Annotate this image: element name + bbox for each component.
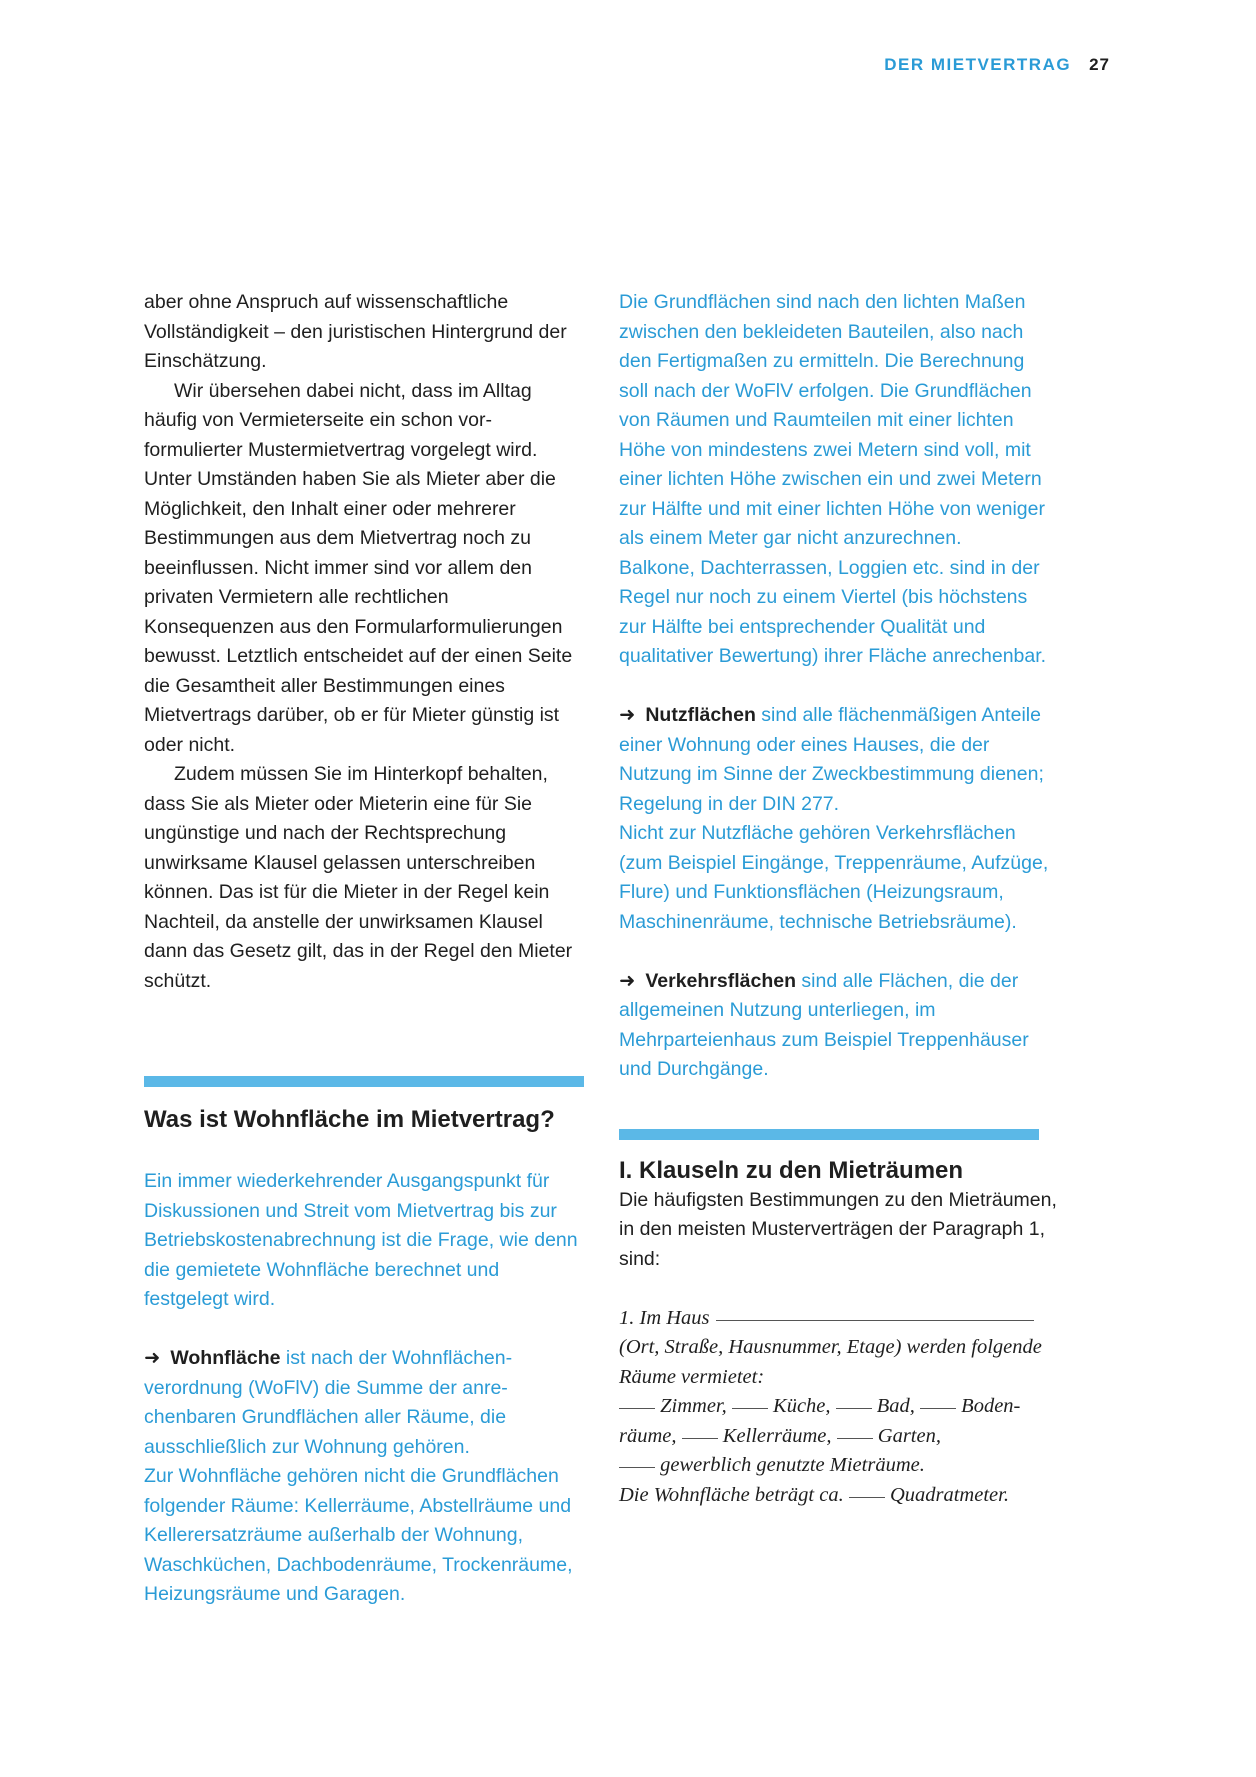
blank-line: [849, 1497, 885, 1498]
term-nutzflaechen: Nutzflächen: [645, 704, 756, 726]
blank-line: [732, 1408, 768, 1409]
section-divider-bar: [619, 1129, 1039, 1140]
running-head: [884, 55, 1110, 79]
arrow-icon: ➜: [619, 969, 636, 992]
balkone-paragraph: Balkone, Dachterrassen, Loggien etc. sind in der Regel nur noch zu einem Viertel (bis höchstens zur Hälfte bei entsprechender Qualität und qualitativer Bewertung) ihrer Fläche anrechenbar.: [619, 556, 1047, 667]
blank-line: [837, 1438, 873, 1439]
wohnflaeche-definition-text: ist nach der Wohnflächenverordnung (WoFlV) die Summe der anrechenbaren Grundflächen aller Räume, die ausschließlich zur Wohnung gehören.: [144, 1347, 513, 1458]
nutzflaechen-exclusions: Nicht zur Nutzfläche gehören Verkehrsflächen (zum Beispiel Eingänge, Treppenräume, Aufzüge, Flure) und Funktionsflächen (Heizungsraum, Maschinenräume, technische Betriebsräume).: [619, 822, 1049, 933]
arrow-icon: ➜: [144, 1347, 161, 1369]
term-verkehrsflaechen: Verkehrsflächen: [645, 969, 797, 992]
verkehrsflaechen-definition: [619, 967, 1059, 1085]
clause-kellerraeume: Kellerräume,: [722, 1424, 832, 1447]
clause-gewerblich: gewerblich genutzte Mieträume.: [660, 1454, 925, 1476]
sample-clause: [619, 1304, 1059, 1511]
verkehrsflaechen-definition-text: sind alle Flächen, die der allgemeinen Nutzung unterliegen, im Mehrparteienhaus zum Beispiel Treppenhäuser und Durchgänge.: [619, 969, 1029, 1080]
blank-line: [682, 1438, 718, 1439]
blank-line: [619, 1408, 655, 1409]
left-column: [144, 288, 584, 1610]
clause-address-line: (Ort, Straße, Hausnummer, Etage) werden folgende Räume vermietet:: [619, 1336, 1042, 1388]
clause-garten: Garten,: [877, 1424, 941, 1447]
klauseln-intro: Die häufigsten Bestimmungen zu den Mieträumen, in den meisten Musterverträgen der Paragraph 1, sind:: [619, 1188, 1057, 1270]
wohnflaeche-definition: [144, 1344, 584, 1462]
clause-zimmer: Zimmer,: [660, 1395, 727, 1417]
blank-line: [716, 1320, 1034, 1321]
nutzflaechen-definition: [619, 701, 1059, 819]
section-heading-klauseln: I. Klauseln zu den Mieträumen: [619, 1156, 964, 1184]
section-title: DER MIETVERTRAG: [884, 55, 1072, 74]
right-column: [619, 288, 1059, 1510]
blank-line: [619, 1467, 655, 1468]
clause-wohnflaeche: Die Wohnfläche beträgt ca.: [619, 1483, 844, 1506]
nutzflaechen-definition-text: sind alle flächenmäßigen Anteile einer Wohnung oder eines Hauses, die der Nutzung im Sinne der Zweckbestimmung dienen; Regelung in der DIN 277.: [619, 704, 1044, 815]
section-divider-bar: [144, 1076, 584, 1087]
grundflaechen-paragraph: Die Grundflächen sind nach den lichten Maßen zwischen den bekleideten Bauteilen, also nach den Fertigmaßen zu ermitteln. Die Berechnung soll nach der WoFlV erfolgen. Die Grundflächen von Räumen und Raumteilen mit einer lichten Höhe von mindestens zwei Metern sind voll, mit einer lichten Höhe zwischen ein und zwei Metern zur Hälfte und mit einer lichten Höhe von weniger als einem Meter gar nicht anzurechnen.: [619, 291, 1045, 549]
clause-bad: Bad,: [876, 1395, 915, 1417]
blank-line: [920, 1408, 956, 1409]
page-number: 27: [1089, 55, 1110, 74]
clause-bodenraeume: Bodenräume,: [619, 1395, 1021, 1447]
arrow-icon: ➜: [619, 704, 636, 726]
section-heading-wohnflaeche: Was ist Wohnfläche im Mietvertrag?: [144, 1106, 555, 1133]
left-paragraph-1: aber ohne Anspruch auf wissenschaftliche Vollständigkeit – den juristischen Hintergrund der Einschätzung.: [144, 291, 567, 372]
clause-quadratmeter: Quadratmeter.: [889, 1483, 1009, 1506]
blank-line: [836, 1408, 872, 1409]
left-paragraph-3: Zudem müssen Sie im Hinterkopf behalten, dass Sie als Mieter oder Mieterin eine für Sie ungünstige und nach der Rechtsprechung unwirksame Klausel gelassen unterschreiben können. Das ist für die Mieter in der Regel kein Nachteil, da anstelle der unwirksamen Klausel dann das Gesetz gilt, das in der Regel den Mieter schützt.: [144, 763, 573, 992]
term-wohnflaeche: Wohnfläche: [170, 1347, 281, 1369]
wohnflaeche-intro: Ein immer wiederkehrender Ausgangspunkt für Diskussionen und Streit vom Mietvertrag bis zur Betriebskostenabrechnung ist die Frage, wie denn die gemietete Wohnfläche berechnet und festgelegt wird.: [144, 1170, 578, 1310]
wohnflaeche-exclusions: Zur Wohnfläche gehören nicht die Grundflächen folgender Räume: Kellerräume, Abstellräume und Kellerersatzräume außerhalb der Wohnung, Waschküchen, Dachbodenräume, Trockenräume, Heizungsräume und Garagen.: [144, 1465, 573, 1605]
clause-kueche: Küche,: [773, 1395, 831, 1417]
left-paragraph-2: Wir übersehen dabei nicht, dass im Alltag häufig von Vermieterseite ein schon vorformulierter Mustermietvertrag vorgelegt wird. Unter Umständen haben Sie als Mieter aber die Möglichkeit, den Inhalt einer oder mehrerer Bestimmungen aus dem Mietvertrag noch zu beeinflussen. Nicht immer sind vor allem den privaten Vermietern alle rechtlichen Konsequenzen aus den Formularformulierungen bewusst. Letztlich entscheidet auf der einen Seite die Gesamtheit aller Bestimmungen eines Mietvertrags darüber, ob er für Mieter günstig ist oder nicht.: [144, 379, 573, 756]
clause-start: 1. Im Haus: [619, 1306, 710, 1329]
